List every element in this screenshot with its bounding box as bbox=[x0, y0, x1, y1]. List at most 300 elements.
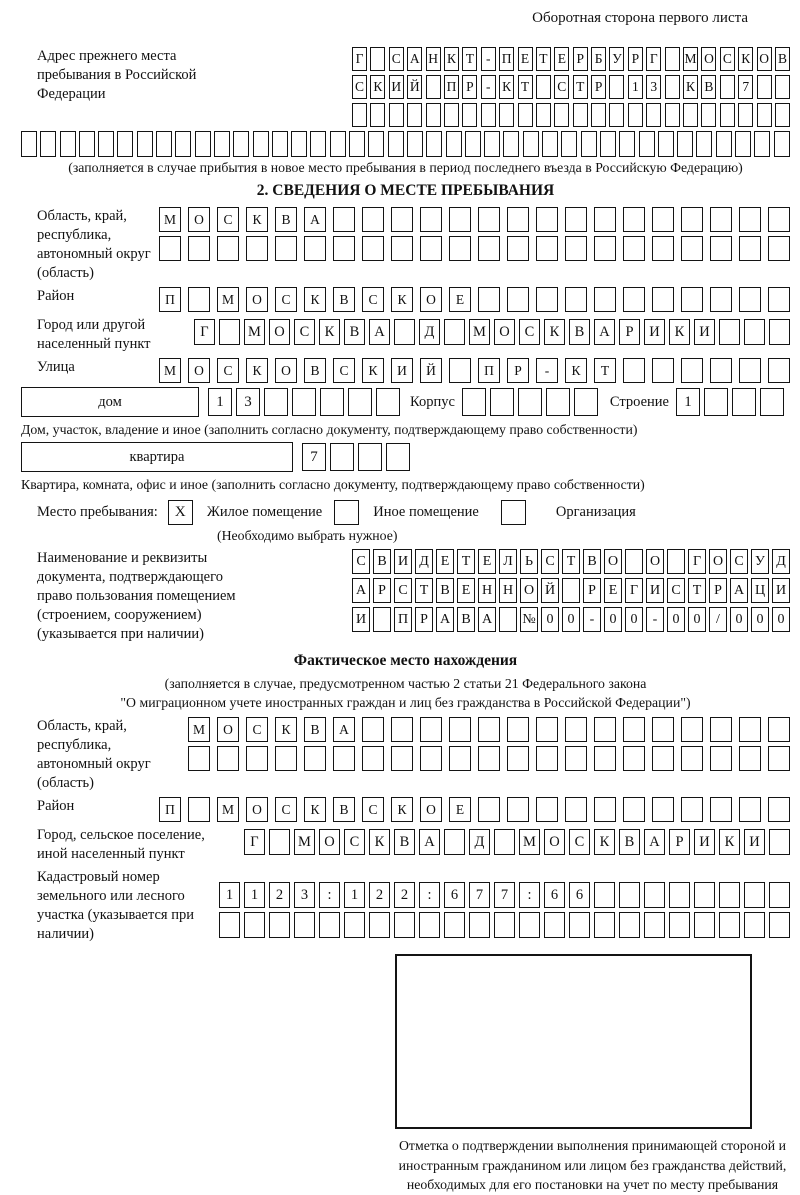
form-cell: И bbox=[744, 829, 765, 855]
apartment-type-box: квартира bbox=[21, 442, 293, 472]
form-cell: А bbox=[436, 607, 454, 632]
form-cell bbox=[639, 131, 655, 157]
form-cell: К bbox=[319, 319, 340, 345]
form-cell bbox=[683, 103, 698, 127]
form-cell bbox=[652, 358, 674, 383]
form-cell: К bbox=[391, 797, 413, 822]
form-cell: А bbox=[419, 829, 440, 855]
cadastral-row-1 bbox=[219, 882, 790, 908]
form-cell bbox=[478, 287, 500, 312]
form-cell bbox=[565, 207, 587, 232]
form-cell: 6 bbox=[569, 882, 590, 908]
stroenie-row bbox=[676, 388, 784, 416]
form-cell bbox=[665, 47, 680, 71]
form-cell bbox=[561, 131, 577, 157]
form-cell: 1 bbox=[208, 388, 232, 416]
form-cell: В bbox=[333, 287, 355, 312]
form-cell: К bbox=[499, 75, 514, 99]
form-cell bbox=[623, 207, 645, 232]
street-row bbox=[159, 358, 790, 383]
form-cell: В bbox=[333, 797, 355, 822]
form-cell: 1 bbox=[244, 882, 265, 908]
form-cell: Т bbox=[688, 578, 706, 603]
form-cell bbox=[681, 358, 703, 383]
form-cell bbox=[156, 131, 172, 157]
house-number-row bbox=[208, 388, 400, 416]
form-cell: Ц bbox=[751, 578, 769, 603]
form-cell: П bbox=[394, 607, 412, 632]
form-cell bbox=[710, 207, 732, 232]
actual-region-rows bbox=[188, 717, 790, 771]
form-cell bbox=[694, 912, 715, 938]
prev-address-block bbox=[21, 47, 790, 127]
form-cell bbox=[319, 912, 340, 938]
form-cell bbox=[320, 388, 344, 416]
stamp-area bbox=[395, 954, 790, 1195]
form-cell: Р bbox=[462, 75, 477, 99]
prev-address-label: Адрес прежнего места пребывания в Российской Федерации bbox=[37, 48, 197, 102]
actual-city-block bbox=[21, 826, 790, 864]
form-cell: С bbox=[541, 549, 559, 574]
form-cell bbox=[760, 388, 784, 416]
form-cell bbox=[253, 131, 269, 157]
form-cell bbox=[444, 829, 465, 855]
form-cell: Г bbox=[352, 47, 367, 71]
form-cell: К bbox=[246, 207, 268, 232]
form-cell bbox=[519, 912, 540, 938]
actual-location-note-2: "О миграционном учете иностранных граждан и лиц без гражданства в Российской Федерации") bbox=[120, 695, 691, 710]
form-cell bbox=[710, 746, 732, 771]
form-cell bbox=[542, 131, 558, 157]
form-cell bbox=[768, 358, 790, 383]
form-cell bbox=[188, 746, 210, 771]
form-cell: Р bbox=[415, 607, 433, 632]
form-cell bbox=[565, 236, 587, 261]
form-cell bbox=[344, 912, 365, 938]
form-cell bbox=[499, 103, 514, 127]
form-cell bbox=[739, 207, 761, 232]
form-cell bbox=[449, 746, 471, 771]
form-cell bbox=[681, 236, 703, 261]
document-rows bbox=[352, 549, 790, 632]
form-cell: О bbox=[494, 319, 515, 345]
form-cell bbox=[652, 287, 674, 312]
form-cell: А bbox=[352, 578, 370, 603]
form-cell: Б bbox=[591, 47, 606, 71]
form-cell: М bbox=[188, 717, 210, 742]
form-cell: С bbox=[217, 358, 239, 383]
actual-district-label: Район bbox=[37, 798, 75, 814]
form-cell: И bbox=[694, 829, 715, 855]
form-cell bbox=[117, 131, 133, 157]
form-cell bbox=[407, 131, 423, 157]
form-cell bbox=[294, 912, 315, 938]
form-cell bbox=[446, 131, 462, 157]
form-cell bbox=[739, 746, 761, 771]
apartment-number-row bbox=[302, 443, 410, 471]
form-cell: Р bbox=[669, 829, 690, 855]
form-cell: В bbox=[457, 607, 475, 632]
form-cell: Т bbox=[573, 75, 588, 99]
form-cell bbox=[623, 358, 645, 383]
stay-type-checkbox-organization bbox=[501, 500, 526, 525]
form-cell bbox=[735, 131, 751, 157]
form-cell: 3 bbox=[236, 388, 260, 416]
form-cell: Г bbox=[688, 549, 706, 574]
form-cell: О bbox=[646, 549, 664, 574]
form-cell bbox=[754, 131, 770, 157]
form-cell bbox=[420, 717, 442, 742]
form-cell: К bbox=[370, 75, 385, 99]
form-cell bbox=[720, 75, 735, 99]
form-cell: Е bbox=[457, 578, 475, 603]
form-cell bbox=[716, 131, 732, 157]
form-cell: С bbox=[275, 287, 297, 312]
stamp-caption: Отметка о подтверждении выполнения принимающей стороной и иностранным гражданином или лицом без гражданства действий, необходимых для его постановки на учет по месту пребывания bbox=[398, 1138, 787, 1192]
form-cell: Р bbox=[583, 578, 601, 603]
form-cell bbox=[507, 287, 529, 312]
form-cell: О bbox=[188, 358, 210, 383]
form-cell bbox=[769, 912, 790, 938]
cadastral-row-2 bbox=[219, 912, 790, 938]
form-cell bbox=[481, 103, 496, 127]
form-cell bbox=[499, 607, 517, 632]
form-cell bbox=[719, 319, 740, 345]
form-cell: С bbox=[554, 75, 569, 99]
form-cell bbox=[507, 717, 529, 742]
form-cell: Е bbox=[604, 578, 622, 603]
form-cell: К bbox=[362, 358, 384, 383]
form-cell bbox=[449, 236, 471, 261]
form-cell: Е bbox=[449, 797, 471, 822]
form-cell bbox=[188, 236, 210, 261]
form-cell bbox=[490, 388, 514, 416]
form-cell bbox=[569, 912, 590, 938]
form-cell: С bbox=[217, 207, 239, 232]
form-cell bbox=[594, 236, 616, 261]
form-cell: А bbox=[304, 207, 326, 232]
form-cell bbox=[391, 236, 413, 261]
form-cell: 7 bbox=[738, 75, 753, 99]
form-cell bbox=[623, 746, 645, 771]
form-cell bbox=[352, 103, 367, 127]
form-cell: И bbox=[394, 549, 412, 574]
form-cell bbox=[768, 797, 790, 822]
form-cell bbox=[175, 131, 191, 157]
form-cell bbox=[394, 912, 415, 938]
form-cell: 1 bbox=[628, 75, 643, 99]
form-cell: К bbox=[304, 287, 326, 312]
district-block bbox=[21, 287, 790, 312]
form-cell bbox=[362, 236, 384, 261]
form-cell: / bbox=[709, 607, 727, 632]
form-cell: : bbox=[519, 882, 540, 908]
form-cell bbox=[137, 131, 153, 157]
form-cell bbox=[478, 207, 500, 232]
form-cell: 0 bbox=[688, 607, 706, 632]
form-cell bbox=[449, 358, 471, 383]
form-cell: В bbox=[344, 319, 365, 345]
form-cell: В bbox=[436, 578, 454, 603]
form-cell bbox=[738, 103, 753, 127]
form-cell bbox=[98, 131, 114, 157]
form-cell bbox=[217, 236, 239, 261]
form-cell bbox=[195, 131, 211, 157]
form-cell bbox=[652, 236, 674, 261]
form-cell bbox=[60, 131, 76, 157]
form-cell bbox=[333, 207, 355, 232]
form-cell bbox=[565, 746, 587, 771]
form-cell: М bbox=[217, 287, 239, 312]
form-cell bbox=[233, 131, 249, 157]
form-cell: 7 bbox=[494, 882, 515, 908]
form-cell bbox=[775, 103, 790, 127]
form-cell bbox=[219, 912, 240, 938]
form-cell: К bbox=[669, 319, 690, 345]
form-cell: М bbox=[159, 358, 181, 383]
form-cell bbox=[710, 717, 732, 742]
form-cell: Г bbox=[244, 829, 265, 855]
form-cell bbox=[362, 207, 384, 232]
form-cell bbox=[469, 912, 490, 938]
form-cell bbox=[494, 912, 515, 938]
form-cell: П bbox=[444, 75, 459, 99]
form-cell: К bbox=[544, 319, 565, 345]
form-cell: Р bbox=[709, 578, 727, 603]
form-cell: В bbox=[304, 358, 326, 383]
form-cell bbox=[744, 882, 765, 908]
form-cell bbox=[739, 287, 761, 312]
form-cell bbox=[391, 746, 413, 771]
form-cell bbox=[310, 131, 326, 157]
form-cell bbox=[694, 882, 715, 908]
form-cell: Й bbox=[541, 578, 559, 603]
form-cell bbox=[623, 717, 645, 742]
form-cell bbox=[214, 131, 230, 157]
prev-address-row-2 bbox=[352, 75, 790, 99]
form-cell: М bbox=[217, 797, 239, 822]
form-cell bbox=[518, 388, 542, 416]
form-cell bbox=[244, 912, 265, 938]
form-cell bbox=[769, 319, 790, 345]
form-cell: К bbox=[369, 829, 390, 855]
region-rows bbox=[159, 207, 790, 261]
form-cell: 0 bbox=[667, 607, 685, 632]
stay-type-option-other-premises: Иное помещение bbox=[373, 504, 479, 520]
form-cell bbox=[507, 746, 529, 771]
form-cell: В bbox=[583, 549, 601, 574]
stay-type-option-organization: Организация bbox=[555, 504, 636, 520]
form-cell bbox=[219, 319, 240, 345]
form-cell: С bbox=[720, 47, 735, 71]
district-label: Район bbox=[37, 288, 75, 304]
form-cell: Т bbox=[462, 47, 477, 71]
form-cell: С bbox=[389, 47, 404, 71]
form-cell bbox=[768, 717, 790, 742]
form-cell: В bbox=[394, 829, 415, 855]
form-cell: Р bbox=[573, 47, 588, 71]
form-cell: Л bbox=[499, 549, 517, 574]
city-row bbox=[194, 319, 790, 345]
form-cell bbox=[710, 797, 732, 822]
form-cell bbox=[757, 103, 772, 127]
form-cell: Ь bbox=[520, 549, 538, 574]
actual-district-block bbox=[21, 797, 790, 822]
form-cell: С bbox=[667, 578, 685, 603]
form-cell: М bbox=[294, 829, 315, 855]
form-cell bbox=[720, 103, 735, 127]
form-cell: М bbox=[159, 207, 181, 232]
document-row-1 bbox=[352, 549, 790, 574]
form-cell: С bbox=[344, 829, 365, 855]
form-cell: У bbox=[609, 47, 624, 71]
form-cell: С bbox=[246, 717, 268, 742]
document-row-3 bbox=[352, 607, 790, 632]
form-cell bbox=[739, 236, 761, 261]
document-label: Наименование и реквизиты документа, подтверждающего право пользования помещением (строением, сооружением) (указывается при наличии) bbox=[37, 550, 236, 642]
form-cell: С bbox=[352, 549, 370, 574]
form-cell: И bbox=[352, 607, 370, 632]
street-label: Улица bbox=[37, 359, 75, 375]
prev-address-rows bbox=[352, 47, 790, 127]
form-cell: К bbox=[565, 358, 587, 383]
form-cell: О bbox=[275, 358, 297, 383]
form-cell: Е bbox=[518, 47, 533, 71]
form-cell: П bbox=[159, 797, 181, 822]
form-cell bbox=[665, 103, 680, 127]
form-cell: О bbox=[188, 207, 210, 232]
form-cell bbox=[681, 717, 703, 742]
form-cell bbox=[291, 131, 307, 157]
form-cell bbox=[769, 882, 790, 908]
form-cell bbox=[370, 103, 385, 127]
form-cell bbox=[554, 103, 569, 127]
form-cell: 7 bbox=[302, 443, 326, 471]
form-cell bbox=[669, 882, 690, 908]
form-cell: П bbox=[499, 47, 514, 71]
form-cell: 1 bbox=[676, 388, 700, 416]
form-cell: О bbox=[319, 829, 340, 855]
form-cell: К bbox=[719, 829, 740, 855]
form-cell bbox=[652, 717, 674, 742]
form-cell: С bbox=[730, 549, 748, 574]
form-cell: Г bbox=[646, 47, 661, 71]
form-cell bbox=[565, 797, 587, 822]
form-cell: Р bbox=[628, 47, 643, 71]
stamp-box bbox=[395, 954, 752, 1129]
form-cell bbox=[269, 912, 290, 938]
form-cell bbox=[536, 103, 551, 127]
form-cell bbox=[677, 131, 693, 157]
form-cell bbox=[368, 131, 384, 157]
form-cell: К bbox=[444, 47, 459, 71]
actual-region-block bbox=[21, 717, 790, 793]
form-cell: Т bbox=[562, 549, 580, 574]
prev-address-row-3 bbox=[352, 103, 790, 127]
form-cell bbox=[304, 746, 326, 771]
form-cell bbox=[275, 236, 297, 261]
form-cell: И bbox=[391, 358, 413, 383]
form-cell: Н bbox=[478, 578, 496, 603]
actual-city-label: Город, сельское поселение, иной населенный пункт bbox=[37, 827, 205, 862]
actual-region-label: Область, край, республика, автономный округ (область) bbox=[37, 718, 151, 791]
form-cell: 7 bbox=[469, 882, 490, 908]
form-cell: С bbox=[394, 578, 412, 603]
form-cell bbox=[704, 388, 728, 416]
form-cell bbox=[373, 607, 391, 632]
form-cell bbox=[658, 131, 674, 157]
form-cell: 0 bbox=[625, 607, 643, 632]
form-cell: Н bbox=[499, 578, 517, 603]
form-cell: О bbox=[701, 47, 716, 71]
form-cell bbox=[478, 236, 500, 261]
form-cell bbox=[652, 207, 674, 232]
form-cell bbox=[619, 882, 640, 908]
stay-type-option-residential: Жилое помещение bbox=[206, 504, 323, 520]
form-cell: К bbox=[738, 47, 753, 71]
form-cell bbox=[330, 443, 354, 471]
form-cell: О bbox=[420, 797, 442, 822]
form-cell bbox=[369, 912, 390, 938]
form-cell bbox=[333, 746, 355, 771]
form-cell bbox=[444, 319, 465, 345]
form-cell bbox=[594, 717, 616, 742]
actual-region-row-1 bbox=[188, 717, 790, 742]
form-cell: Т bbox=[594, 358, 616, 383]
form-cell bbox=[370, 47, 385, 71]
form-cell: А bbox=[594, 319, 615, 345]
form-cell bbox=[536, 207, 558, 232]
form-cell bbox=[264, 388, 288, 416]
actual-region-row-2 bbox=[188, 746, 790, 771]
section2-title: 2. СВЕДЕНИЯ О МЕСТЕ ПРЕБЫВАНИЯ bbox=[256, 182, 555, 199]
form-cell: Т bbox=[536, 47, 551, 71]
form-cell bbox=[669, 912, 690, 938]
cadastral-block bbox=[21, 868, 790, 944]
actual-location-note-1: (заполняется в случае, предусмотренном частью 2 статьи 21 Федерального закона bbox=[164, 676, 647, 691]
form-cell bbox=[507, 236, 529, 261]
form-cell: И bbox=[646, 578, 664, 603]
form-cell: В bbox=[775, 47, 790, 71]
apartment-note: Квартира, комната, офис и иное (заполнить согласно документу, подтверждающему право собственности) bbox=[21, 477, 645, 492]
form-cell bbox=[757, 75, 772, 99]
form-cell: О bbox=[269, 319, 290, 345]
form-cell bbox=[546, 388, 570, 416]
form-cell: Й bbox=[407, 75, 422, 99]
form-cell bbox=[40, 131, 56, 157]
form-cell: 0 bbox=[562, 607, 580, 632]
form-cell bbox=[581, 131, 597, 157]
form-cell: К bbox=[275, 717, 297, 742]
form-cell bbox=[419, 912, 440, 938]
form-cell bbox=[362, 746, 384, 771]
form-cell: 0 bbox=[751, 607, 769, 632]
form-cell bbox=[665, 75, 680, 99]
form-cell bbox=[623, 287, 645, 312]
form-cell: В bbox=[373, 549, 391, 574]
form-cell bbox=[744, 319, 765, 345]
form-cell bbox=[536, 75, 551, 99]
actual-district-row bbox=[159, 797, 790, 822]
header-note: Оборотная сторона первого листа bbox=[532, 10, 748, 26]
form-cell bbox=[217, 746, 239, 771]
form-cell bbox=[518, 103, 533, 127]
form-cell bbox=[79, 131, 95, 157]
form-cell: Й bbox=[420, 358, 442, 383]
form-cell bbox=[444, 103, 459, 127]
form-cell: 0 bbox=[604, 607, 622, 632]
form-cell bbox=[304, 236, 326, 261]
